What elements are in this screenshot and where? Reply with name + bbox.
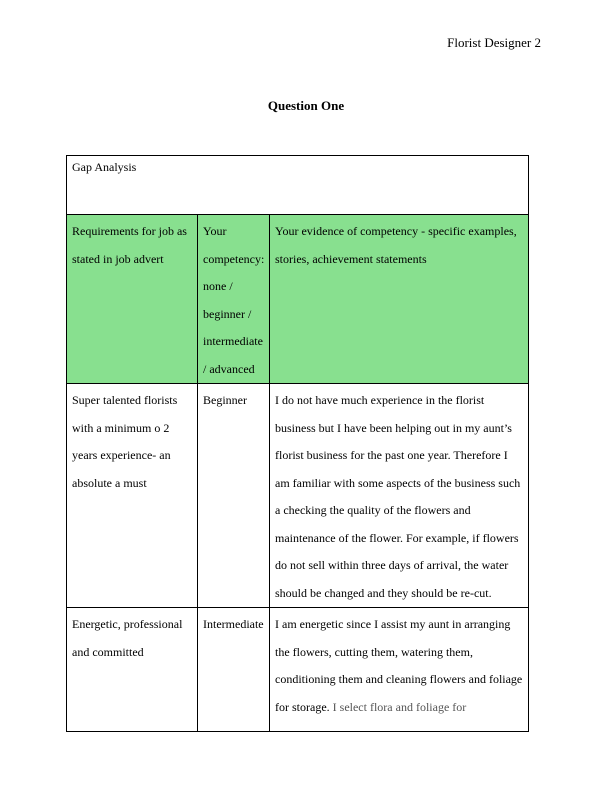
requirement-cell: Super talented florists with a minimum o 2 years experience- an absolute a must xyxy=(67,384,198,608)
gap-analysis-table xyxy=(66,155,529,732)
header-evidence: Your evidence of competency - specific examples, stories, achievement statements xyxy=(270,215,529,384)
table-header-row xyxy=(67,215,529,384)
evidence-cell: I do not have much experience in the florist business but I have been helping out in my aunt’s florist business for the past one year. Therefore I am familiar with some aspects of the business such a checking the quality of the flowers and maintenance of the flower. For example, if flowers do not sell within three days of arrival, the water should be changed and they should be re-cut. xyxy=(270,384,529,608)
evidence-cell xyxy=(275,611,523,731)
header-requirements: Requirements for job as stated in job advert xyxy=(67,215,198,384)
header-competency: Your competency: none / beginner / intermediate / advanced xyxy=(198,215,270,384)
table-row xyxy=(67,608,529,732)
table-caption: Gap Analysis xyxy=(67,156,529,215)
evidence-text: I am energetic since I assist my aunt in arranging the flowers, cutting them, watering them, conditioning them and cleaning flowers and foliage for storage. xyxy=(275,617,523,714)
page-title: Question One xyxy=(267,98,345,113)
requirement-cell: Energetic, professional and committed xyxy=(72,617,183,659)
competency-cell: Intermediate xyxy=(203,617,264,631)
competency-cell: Beginner xyxy=(198,384,270,608)
evidence-text-continued: I select flora and foliage for xyxy=(329,699,467,714)
table-row xyxy=(67,384,529,608)
page-header: Florist Designer 2 xyxy=(447,35,541,50)
